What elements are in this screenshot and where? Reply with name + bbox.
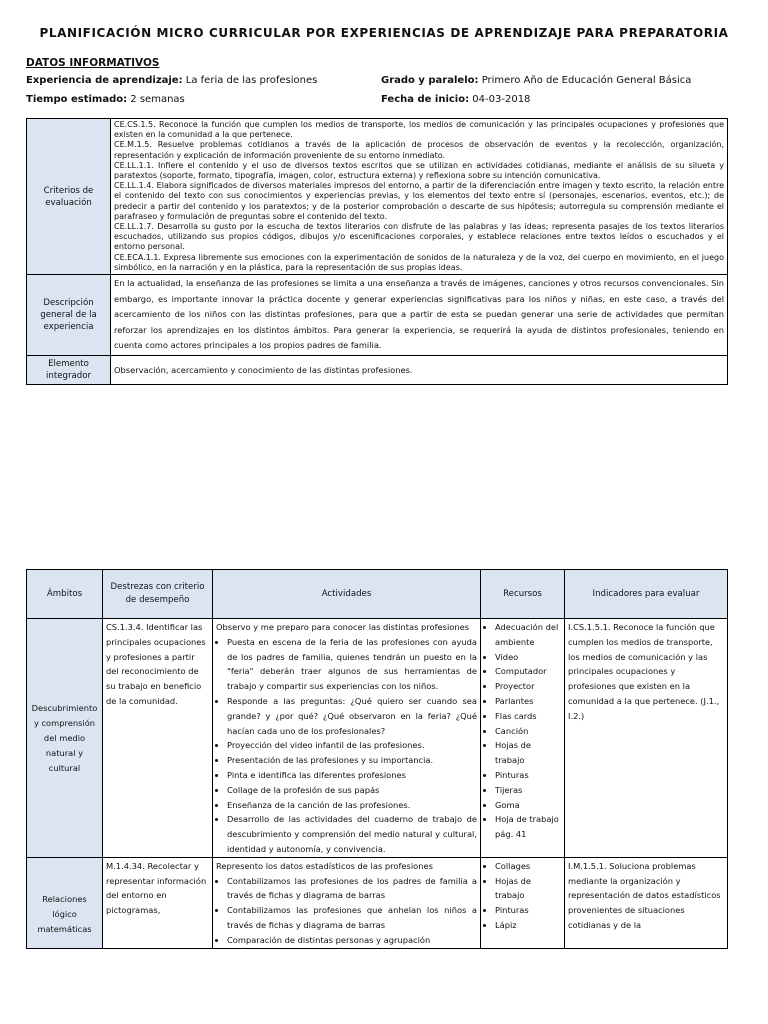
list-item: • Hojas de trabajo [495, 874, 561, 904]
criterio-item: CE.M.1.5. Resuelve problemas cotidianos a través de la aplicación de procesos de observación de eventos y la recolección, organización, representación y explicación de información proveniente de su entorno inmediato. [114, 140, 724, 160]
list-item: • Video [495, 650, 561, 665]
elemento-label: Elemento integrador [27, 356, 111, 385]
general-info-table [26, 118, 728, 385]
header-destrezas: Destrezas con criterio de desempeño [103, 570, 213, 619]
recursos-list [484, 620, 561, 842]
ambito-cell: Descubrimiento y comprensión del medio natural y cultural [27, 619, 103, 858]
grado-info [381, 75, 691, 86]
list-item: • Puesta en escena de la feria de las profesiones con ayuda de los padres de familia, quienes tendrán un puesto en la "feria" deberán traer algunos de sus herramientas de trabajo y compartir sus experiencias con los niños. [227, 635, 477, 694]
indicador-cell: I.M.1.5.1. Soluciona problemas mediante la organización y representación de datos estadísticos provenientes de situaciones cotidianas y de la [565, 857, 728, 948]
datos-heading: DATOS INFORMATIVOS [26, 57, 160, 69]
list-item: • Pinturas [495, 903, 561, 918]
tiempo-info [26, 94, 185, 105]
list-item: • Adecuación del ambiente [495, 620, 561, 650]
descripcion-row [27, 275, 728, 356]
list-item: • Proyección del video infantil de las profesiones. [227, 738, 477, 753]
criterios-row [27, 119, 728, 275]
fecha-value: 04-03-2018 [472, 94, 531, 105]
list-item: • Lápiz [495, 918, 561, 933]
fecha-label: Fecha de inicio: [381, 94, 470, 105]
criterio-item: CE.CS.1.5. Reconoce la función que cumplen los medios de transporte, los medios de comunicación y las principales ocupaciones y profesiones que existen en la comunidad a la que pertenece. [114, 120, 724, 140]
list-item: • Collage de la profesión de sus papás [227, 783, 477, 798]
fecha-info [381, 94, 530, 105]
criterio-item: CE.ECA.1.1. Expresa libremente sus emociones con la experimentación de sonidos de la naturaleza y de la voz, del cuerpo en movimiento, en el juego simbólico, en la narración y en la plástica, para la representación de sus propias ideas. [114, 252, 724, 272]
list-item: • Proyector [495, 679, 561, 694]
list-item: • Comparación de distintas personas y agrupación [227, 933, 477, 948]
header-indicadores: Indicadores para evaluar [565, 570, 728, 619]
experiencia-info [26, 75, 317, 86]
list-item: • Parlantes [495, 694, 561, 709]
list-item: • Pinturas [495, 768, 561, 783]
list-item: • Hojas de trabajo [495, 738, 561, 768]
header-ambitos: Ámbitos [27, 570, 103, 619]
list-item: • Tijeras [495, 783, 561, 798]
planning-table [26, 569, 728, 949]
descripcion-text: En la actualidad, la enseñanza de las profesiones se limita a una enseñanza a través de imágenes, canciones y otros recursos convencionales. Sin embargo, es importante innovar la práctica docente y generar experiencias significativas para los niños y niñas, en este caso, a través del acercamiento de los niños con las distintas profesiones, para que a partir de esta se puedan generar una serie de actividades que permitan reforzar los aprendizajes en los distintos ámbitos. Para generar la experiencia, se requerirá la ayuda de distintos profesionales, teniendo en cuenta como actores principales a los propios padres de familia. [111, 275, 728, 356]
list-item: • Canción [495, 724, 561, 739]
list-item: • Flas cards [495, 709, 561, 724]
actividades-cell [213, 619, 481, 858]
table-row [27, 619, 728, 858]
tiempo-label: Tiempo estimado: [26, 94, 128, 105]
list-item: • Desarrollo de las actividades del cuaderno de trabajo de descubrimiento y comprensión del medio natural y cultural, identidad y autonomía, y convivencia. [227, 812, 477, 856]
criterio-item: CE.LL.1.1. Infiere el contenido y el uso de diversos textos escritos que se utilizan en actividades cotidianas, mediante el análisis de su silueta y paratextos (soporte, formato, tipografía, imagen, color, estructura externa) y reflexiona sobre su intención comunicativa. [114, 160, 724, 181]
table-row [27, 857, 728, 948]
list-item: • Goma [495, 798, 561, 813]
elemento-text: Observación, acercamiento y conocimiento de las distintas profesiones. [111, 356, 728, 385]
list-item: • Collages [495, 859, 561, 874]
list-item: • Computador [495, 664, 561, 679]
list-item: • Enseñanza de la canción de las profesiones. [227, 798, 477, 813]
grado-value: Primero Año de Educación General Básica [481, 75, 692, 86]
tiempo-value: 2 semanas [130, 94, 185, 105]
list-item: • Hoja de trabajo pág. 41 [495, 812, 561, 842]
destreza-cell: M.1.4.34. Recolectar y representar información del entorno en pictogramas, [103, 857, 213, 948]
list-item: • Presentación de las profesiones y su importancia. [227, 753, 477, 768]
actividades-list [216, 874, 477, 948]
criterios-cell [111, 119, 728, 275]
experiencia-value: La feria de las profesiones [185, 75, 318, 86]
elemento-row [27, 356, 728, 385]
descripcion-label: Descripción general de la experiencia [27, 275, 111, 356]
list-item: • Contabilizamos las profesiones de los padres de familia a través de fichas y diagrama de barras [227, 874, 477, 904]
grado-label: Grado y paralelo: [381, 75, 479, 86]
indicador-cell: I.CS.1.5.1. Reconoce la función que cumplen los medios de transporte, los medios de comunicación y las principales ocupaciones y profesiones que existen en la comunidad a la que pertenece. (J.1., I.2.) [565, 619, 728, 858]
list-item: • Responde a las preguntas: ¿Qué quiero ser cuando sea grande? y ¿por qué? ¿Qué observaron en la feria? ¿Qué hacían cada uno de los profesionales? [227, 694, 477, 738]
page-title: PLANIFICACIÓN MICRO CURRICULAR POR EXPERIENCIAS DE APRENDIZAJE PARA PREPARATORIA [39, 26, 729, 40]
actividades-cell [213, 857, 481, 948]
planning-header-row [27, 570, 728, 619]
destreza-cell: CS.1.3.4. Identificar las principales ocupaciones y profesiones a partir del reconocimiento de su trabajo en beneficio de la comunidad. [103, 619, 213, 858]
actividades-intro: Represento los datos estadísticos de las profesiones [216, 860, 433, 871]
recursos-cell [481, 857, 565, 948]
experiencia-label: Experiencia de aprendizaje: [26, 75, 183, 86]
criterio-item: CE.LL.1.4. Elabora significados de diversos materiales impresos del entorno, a partir de la diferenciación entre imagen y texto escrito, la relación entre el contenido del texto con sus conocimientos y experiencias previas, y los elementos del texto entre sí (personajes, escenarios, eventos, etc.); de predecir a partir del contenido y los paratextos; y de la posterior comprobación o descarte de sus hipótesis; autorregula su comprensión mediante el parafraseo y formulación de preguntas sobre el contenido del texto. [114, 181, 724, 221]
ambito-cell: Relaciones lógico matemáticas [27, 857, 103, 948]
list-item: • Contabilizamos las profesiones que anhelan los niños a través de fichas y diagrama de barras [227, 903, 477, 933]
header-recursos: Recursos [481, 570, 565, 619]
actividades-intro: Observo y me preparo para conocer las distintas profesiones [216, 622, 470, 632]
recursos-cell [481, 619, 565, 858]
actividades-list [216, 635, 477, 857]
header-actividades: Actividades [213, 570, 481, 619]
list-item: • Pinta e identifica las diferentes profesiones [227, 768, 477, 783]
criterio-item: CE.LL.1.7. Desarrolla su gusto por la escucha de textos literarios con disfrute de las palabras y las ideas; representa pasajes de los textos literarios escuchados, utilizando sus propios códigos, dibujos y/o escenificaciones corporales, y establece relaciones entre textos leídos o escuchados y el entorno personal. [114, 222, 724, 252]
recursos-list [484, 859, 561, 933]
criterios-label: Criterios de evaluación [27, 119, 111, 275]
